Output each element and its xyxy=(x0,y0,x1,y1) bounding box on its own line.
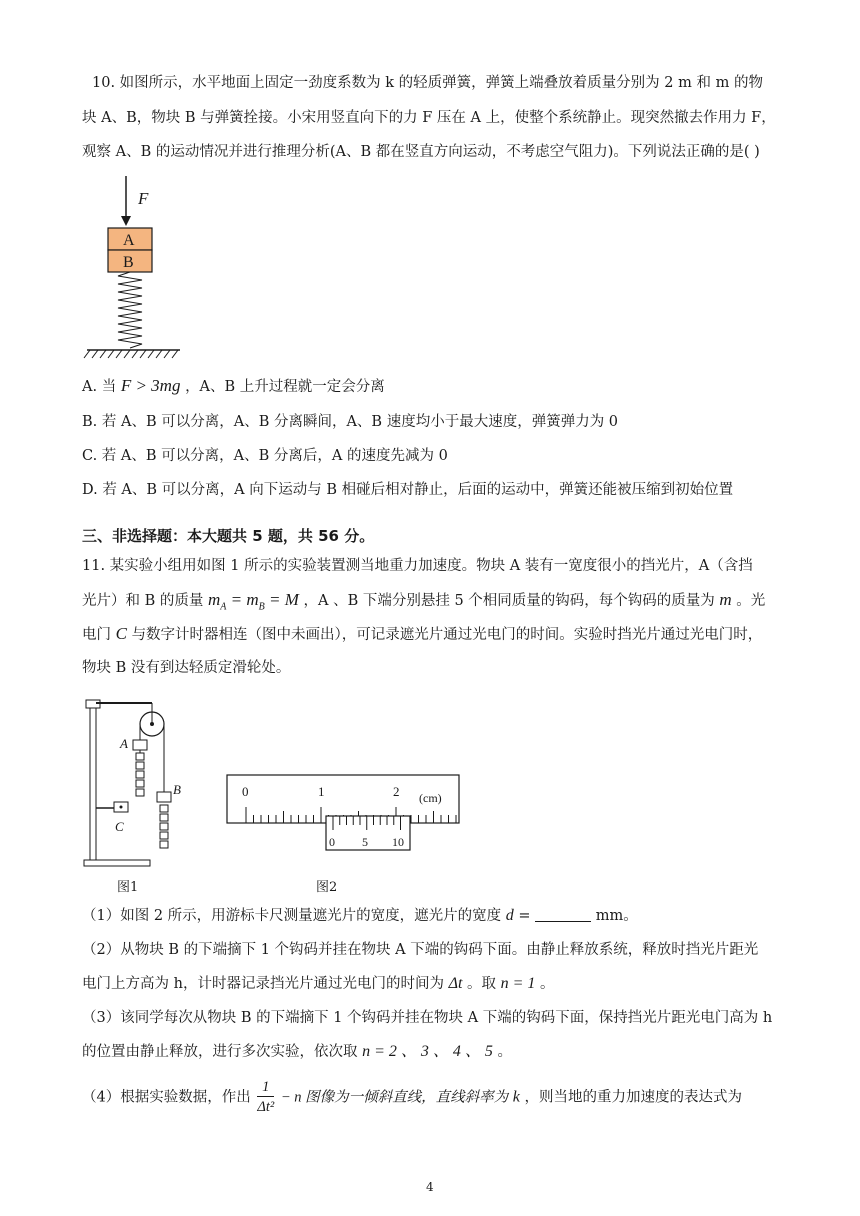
q11-line-2-text-c: 。光 xyxy=(736,593,766,609)
q11-mass-formula: $m_A = m_B = M$ xyxy=(207,590,299,613)
q10-option-d: D. 若 A、B 可以分离，A 向下运动与 B 相碰后相对静止，后面的运动中，弹簧还能被压缩到初始位置 xyxy=(82,482,734,498)
q11-n-value: n = 1 xyxy=(500,975,536,992)
q11-line-2-text-a: 光片）和 B 的质量 xyxy=(82,593,204,609)
q11-figure-1-caption: 图1 xyxy=(117,880,139,895)
q11-line-3-text-a: 电门 xyxy=(82,627,111,643)
vernier-tick-label-10: 10 xyxy=(392,835,404,849)
q11-photogate-symbol: C xyxy=(115,624,127,643)
q11-line-4: 物块 B 没有到达轻质定滑轮处。 xyxy=(82,660,291,676)
q11-line-2-text-b: ，A 、B 下端分别悬挂 5 个相同质量的钩码，每个钩码的质量为 xyxy=(303,593,715,609)
q11-fraction-denominator: Δt² xyxy=(257,1099,275,1115)
main-tick-label-1: 1 xyxy=(318,784,325,799)
q10-line-3: 观察 A、B 的运动情况并进行推理分析(A、B 都在竖直方向运动，不考虑空气阻力)。下列说法正确的是( ) xyxy=(82,144,760,160)
q10-option-c: C. 若 A、B 可以分离，A、B 分离后，A 的速度先减为 0 xyxy=(82,448,448,464)
vernier-tick-label-0: 0 xyxy=(329,835,335,849)
q11-sub-2-text-b: 。取 xyxy=(467,976,497,992)
q11-sub-1-equals: = xyxy=(518,908,531,924)
q11-line-3-text-b: 与数字计时器相连（图中未画出），可记录遮光片通过光电门的时间。实验时挡光片通过光电门时， xyxy=(131,627,763,643)
q10-option-a-formula: F > 3mg xyxy=(120,376,181,395)
q11-fraction xyxy=(257,1078,274,1117)
q11-sub-4-text-c: ，则当地的重力加速度的表达式为 xyxy=(524,1089,742,1106)
q11-n-values: n = 2 、 3 、 4 、 5 xyxy=(362,1043,493,1060)
q11-figure-1 xyxy=(80,694,180,874)
q10-force-label: F xyxy=(138,189,149,208)
q11-width-symbol: d xyxy=(505,907,514,924)
q11-sub-3-text-a: 的位置由静止释放，进行多次实验，依次取 xyxy=(82,1044,358,1060)
q11-time-symbol: Δt xyxy=(448,975,463,992)
q10-option-a-prefix: A. 当 xyxy=(82,379,117,395)
q11-sub-3-text-b: 。 xyxy=(497,1044,513,1060)
caliper-unit: (cm) xyxy=(419,791,442,805)
q11-sub-2-line-1: （2）从物块 B 的下端摘下 1 个钩码并挂在物块 A 下端的钩码下面。由静止释放系统，释放时挡光片距光 xyxy=(82,942,759,958)
q11-line-3 xyxy=(82,624,762,645)
fig1-label-c: C xyxy=(115,819,124,834)
page-number: 4 xyxy=(426,1180,434,1194)
q11-sub-2-text-a: 电门上方高为 h，计时器记录挡光片通过光电门的时间为 xyxy=(82,976,444,992)
q11-sub-1 xyxy=(82,906,638,926)
q11-sub-4-text-b: − n 图像为一倾斜直线，直线斜率为 xyxy=(280,1089,509,1106)
q11-figure-2 xyxy=(226,774,466,854)
q11-sub-1-text: （1）如图 2 所示，用游标卡尺测量遮光片的宽度，遮光片的宽度 xyxy=(82,908,502,924)
q11-figure-2-caption: 图2 xyxy=(316,880,338,895)
q10-option-a xyxy=(82,376,385,397)
q11-sub-1-unit: mm。 xyxy=(595,908,638,924)
q10-option-b: B. 若 A、B 可以分离，A、B 分离瞬间，A、B 速度均小于最大速度，弹簧弹力为 0 xyxy=(82,414,619,430)
vernier-tick-label-5: 5 xyxy=(362,835,368,849)
q10-spring xyxy=(118,272,142,348)
answer-blank[interactable] xyxy=(535,907,591,922)
q11-line-1: 11. 某实验小组用如图 1 所示的实验装置测当地重力加速度。物块 A 装有一宽度很小的挡光片，A（含挡 xyxy=(82,558,753,574)
q11-slope-symbol: k xyxy=(512,1088,520,1106)
q11-sub-3-line-2 xyxy=(82,1042,512,1062)
section-3-heading: 三、非选择题：本大题共 5 题，共 56 分。 xyxy=(82,527,375,545)
q11-sub-3-line-1: （3）该同学每次从物块 B 的下端摘下 1 个钩码并挂在物块 A 下端的钩码下面，保持挡光片距光电门高为 h xyxy=(82,1010,773,1026)
q11-line-2 xyxy=(82,590,765,617)
q11-hook-mass: m xyxy=(719,590,732,609)
q10-block-b-label: B xyxy=(123,254,134,271)
q11-sub-2-line-2 xyxy=(82,974,555,994)
q11-sub-4-text-a: （4）根据实验数据，作出 xyxy=(82,1089,251,1106)
q10-block-a-label: A xyxy=(123,232,135,249)
q10-option-a-suffix: ，A、B 上升过程就一定会分离 xyxy=(185,379,385,395)
q10-line-2: 块 A、B，物块 B 与弹簧拴接。小宋用竖直向下的力 F 压在 A 上，使整个系统静止。现突然撤去作用力 F， xyxy=(82,110,776,126)
q11-sub-4 xyxy=(82,1078,742,1117)
fig1-label-b: B xyxy=(173,782,181,797)
q11-fraction-numerator: 1 xyxy=(257,1078,274,1097)
main-tick-label-0: 0 xyxy=(242,784,249,799)
q10-spring-figure xyxy=(82,168,192,368)
main-tick-label-2: 2 xyxy=(393,784,400,799)
q11-sub-2-text-c: 。 xyxy=(540,976,555,992)
fig1-label-a: A xyxy=(120,736,128,751)
q10-line-1: 10. 如图所示，水平地面上固定一劲度系数为 k 的轻质弹簧，弹簧上端叠放着质量分别为 2 m 和 m 的物 xyxy=(92,75,763,91)
